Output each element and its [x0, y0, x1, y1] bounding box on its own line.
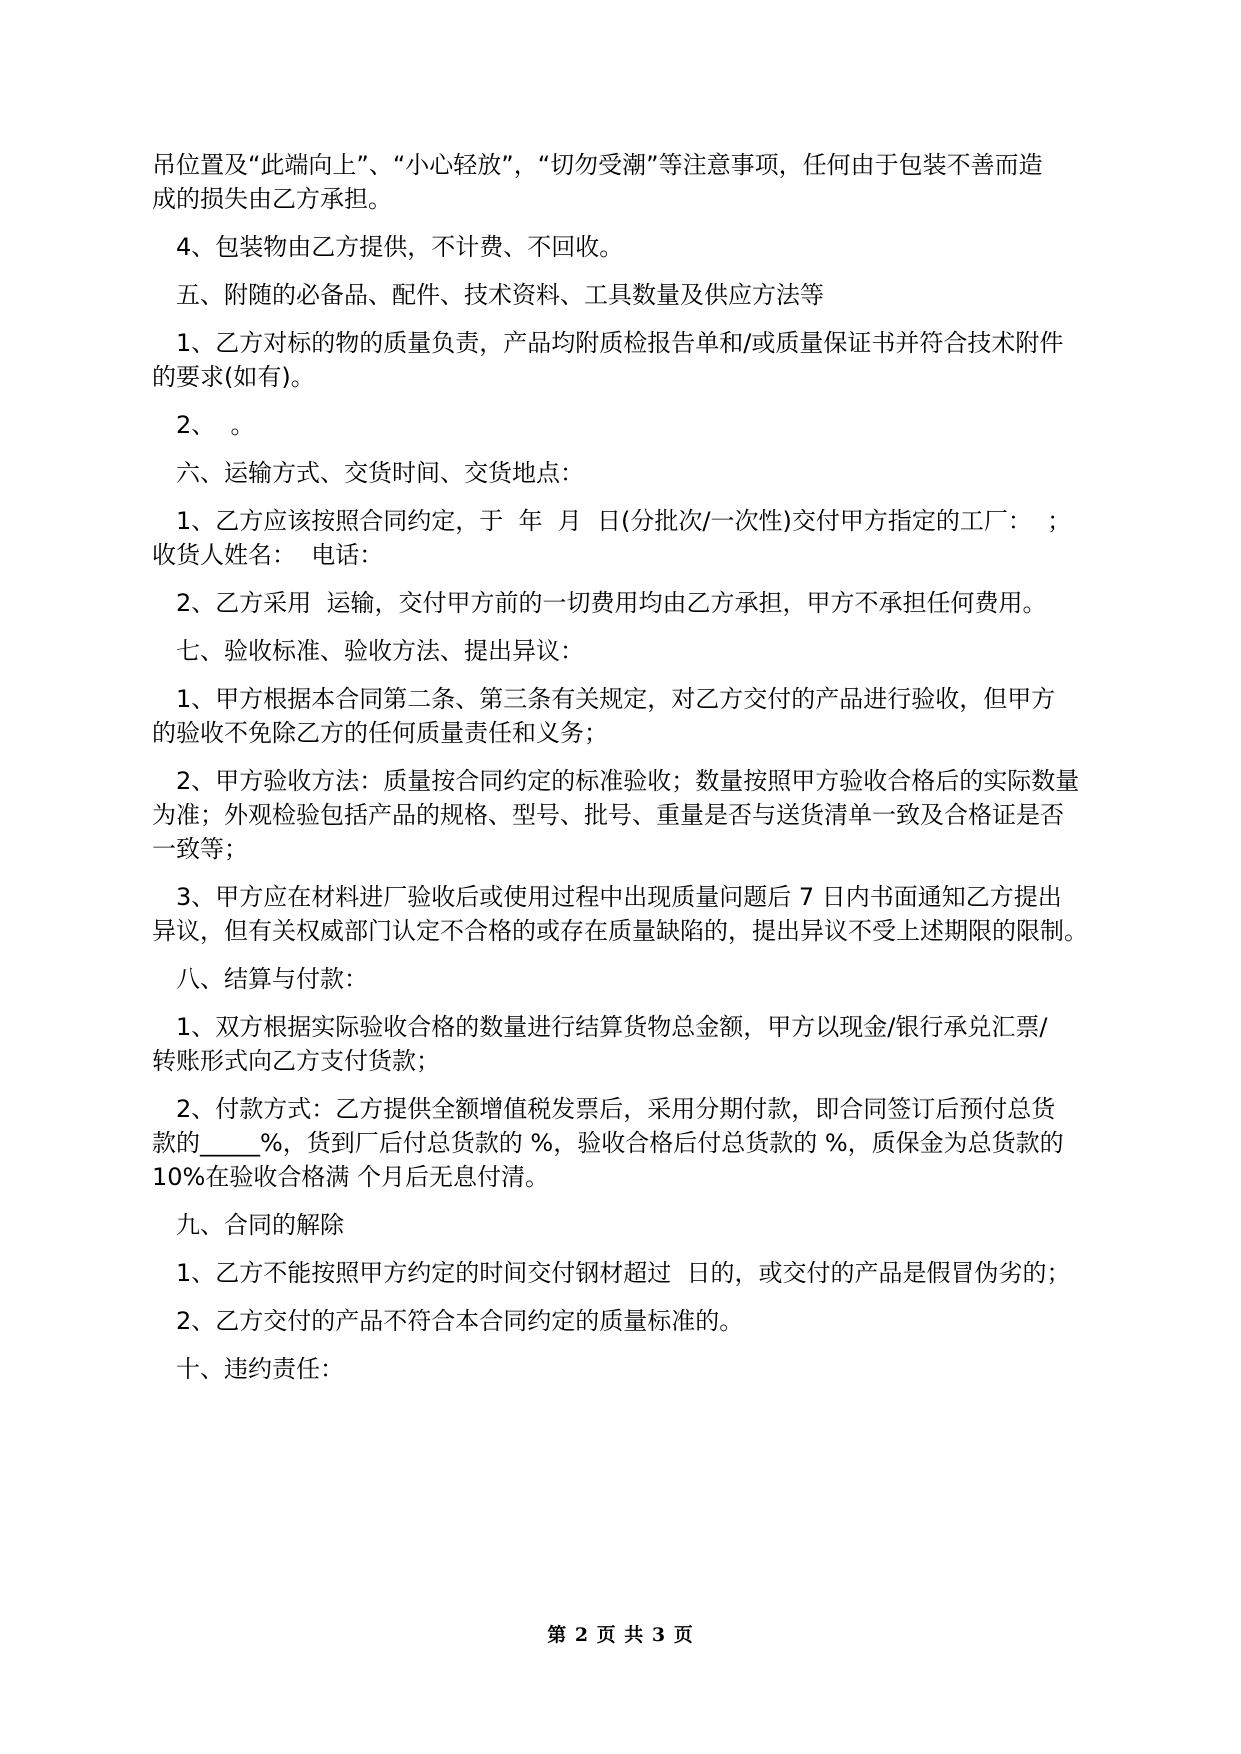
- termination-clause-1: 1、乙方不能按照甲方约定的时间交付钢材超过 日的，或交付的产品是假冒伪劣的；: [176, 1259, 1071, 1287]
- section-heading-10: 十、违约责任：: [176, 1355, 344, 1383]
- section-heading-9: 九、合同的解除: [176, 1211, 344, 1239]
- payment-clause-1-line-2: 转账形式向乙方支付货款；: [152, 1047, 440, 1075]
- contract-body: [152, 148, 1092, 1386]
- section-heading-8: 八、结算与付款：: [176, 965, 368, 993]
- acceptance-clause-3-line-2: 异议，但有关权威部门认定不合格的或存在质量缺陷的，提出异议不受上述期限的限制。: [152, 917, 1088, 945]
- acceptance-clause-1-line-1: 1、甲方根据本合同第二条、第三条有关规定，对乙方交付的产品进行验收，但甲方: [176, 685, 1056, 713]
- section-heading-5: 五、附随的必备品、配件、技术资料、工具数量及供应方法等: [176, 281, 824, 309]
- accessories-clause-1-line-2: 的要求(如有)。: [152, 363, 315, 391]
- paragraph-1-line-1: 吊位置及“此端向上”、“小心轻放”，“切勿受潮”等注意事项，任何由于包装不善而造: [152, 151, 1043, 179]
- delivery-clause-1-line-1: 1、乙方应该按照合同约定，于 年 月 日(分批次/一次性)交付甲方指定的工厂： ；: [176, 507, 1072, 535]
- acceptance-clause-2-line-2: 为准；外观检验包括产品的规格、型号、批号、重量是否与送货清单一致及合格证是否: [152, 801, 1064, 829]
- payment-clause-1-line-1: 1、双方根据实际验收合格的数量进行结算货物总金额，甲方以现金/银行承兑汇票/: [176, 1013, 1048, 1041]
- page-number-footer: 第 2 页 共 3 页: [547, 1624, 694, 1646]
- section-heading-6: 六、运输方式、交货时间、交货地点：: [176, 459, 584, 487]
- delivery-clause-2: 2、乙方采用 运输，交付甲方前的一切费用均由乙方承担，甲方不承担任何费用。: [176, 589, 1047, 617]
- accessories-clause-1-line-1: 1、乙方对标的物的质量负责，产品均附质检报告单和/或质量保证书并符合技术附件: [176, 329, 1064, 357]
- acceptance-clause-2-line-3: 一致等；: [152, 835, 248, 863]
- acceptance-clause-1-line-2: 的验收不免除乙方的任何质量责任和义务；: [152, 719, 608, 747]
- delivery-clause-1-line-2: 收货人姓名： 电话：: [152, 541, 384, 569]
- accessories-clause-2: 2、 。: [176, 411, 255, 439]
- payment-clause-2-line-2: 款的_____%，货到厂后付总货款的 %，验收合格后付总货款的 %，质保金为总货款的: [152, 1129, 1064, 1157]
- acceptance-clause-2-line-1: 2、甲方验收方法：质量按合同约定的标准验收；数量按照甲方验收合格后的实际数量: [176, 767, 1080, 795]
- section-heading-7: 七、验收标准、验收方法、提出异议：: [176, 637, 584, 665]
- termination-clause-2: 2、乙方交付的产品不符合本合同约定的质量标准的。: [176, 1307, 744, 1335]
- paragraph-1-line-2: 成的损失由乙方承担。: [152, 185, 392, 213]
- packaging-clause-4: 4、包装物由乙方提供，不计费、不回收。: [176, 233, 624, 261]
- payment-clause-2-line-3: 10%在验收合格满 个月后无息付清。: [152, 1163, 549, 1191]
- payment-clause-2-line-1: 2、付款方式：乙方提供全额增值税发票后，采用分期付款，即合同签订后预付总货: [176, 1095, 1056, 1123]
- acceptance-clause-3-line-1: 3、甲方应在材料进厂验收后或使用过程中出现质量问题后 7 日内书面通知乙方提出: [176, 883, 1062, 911]
